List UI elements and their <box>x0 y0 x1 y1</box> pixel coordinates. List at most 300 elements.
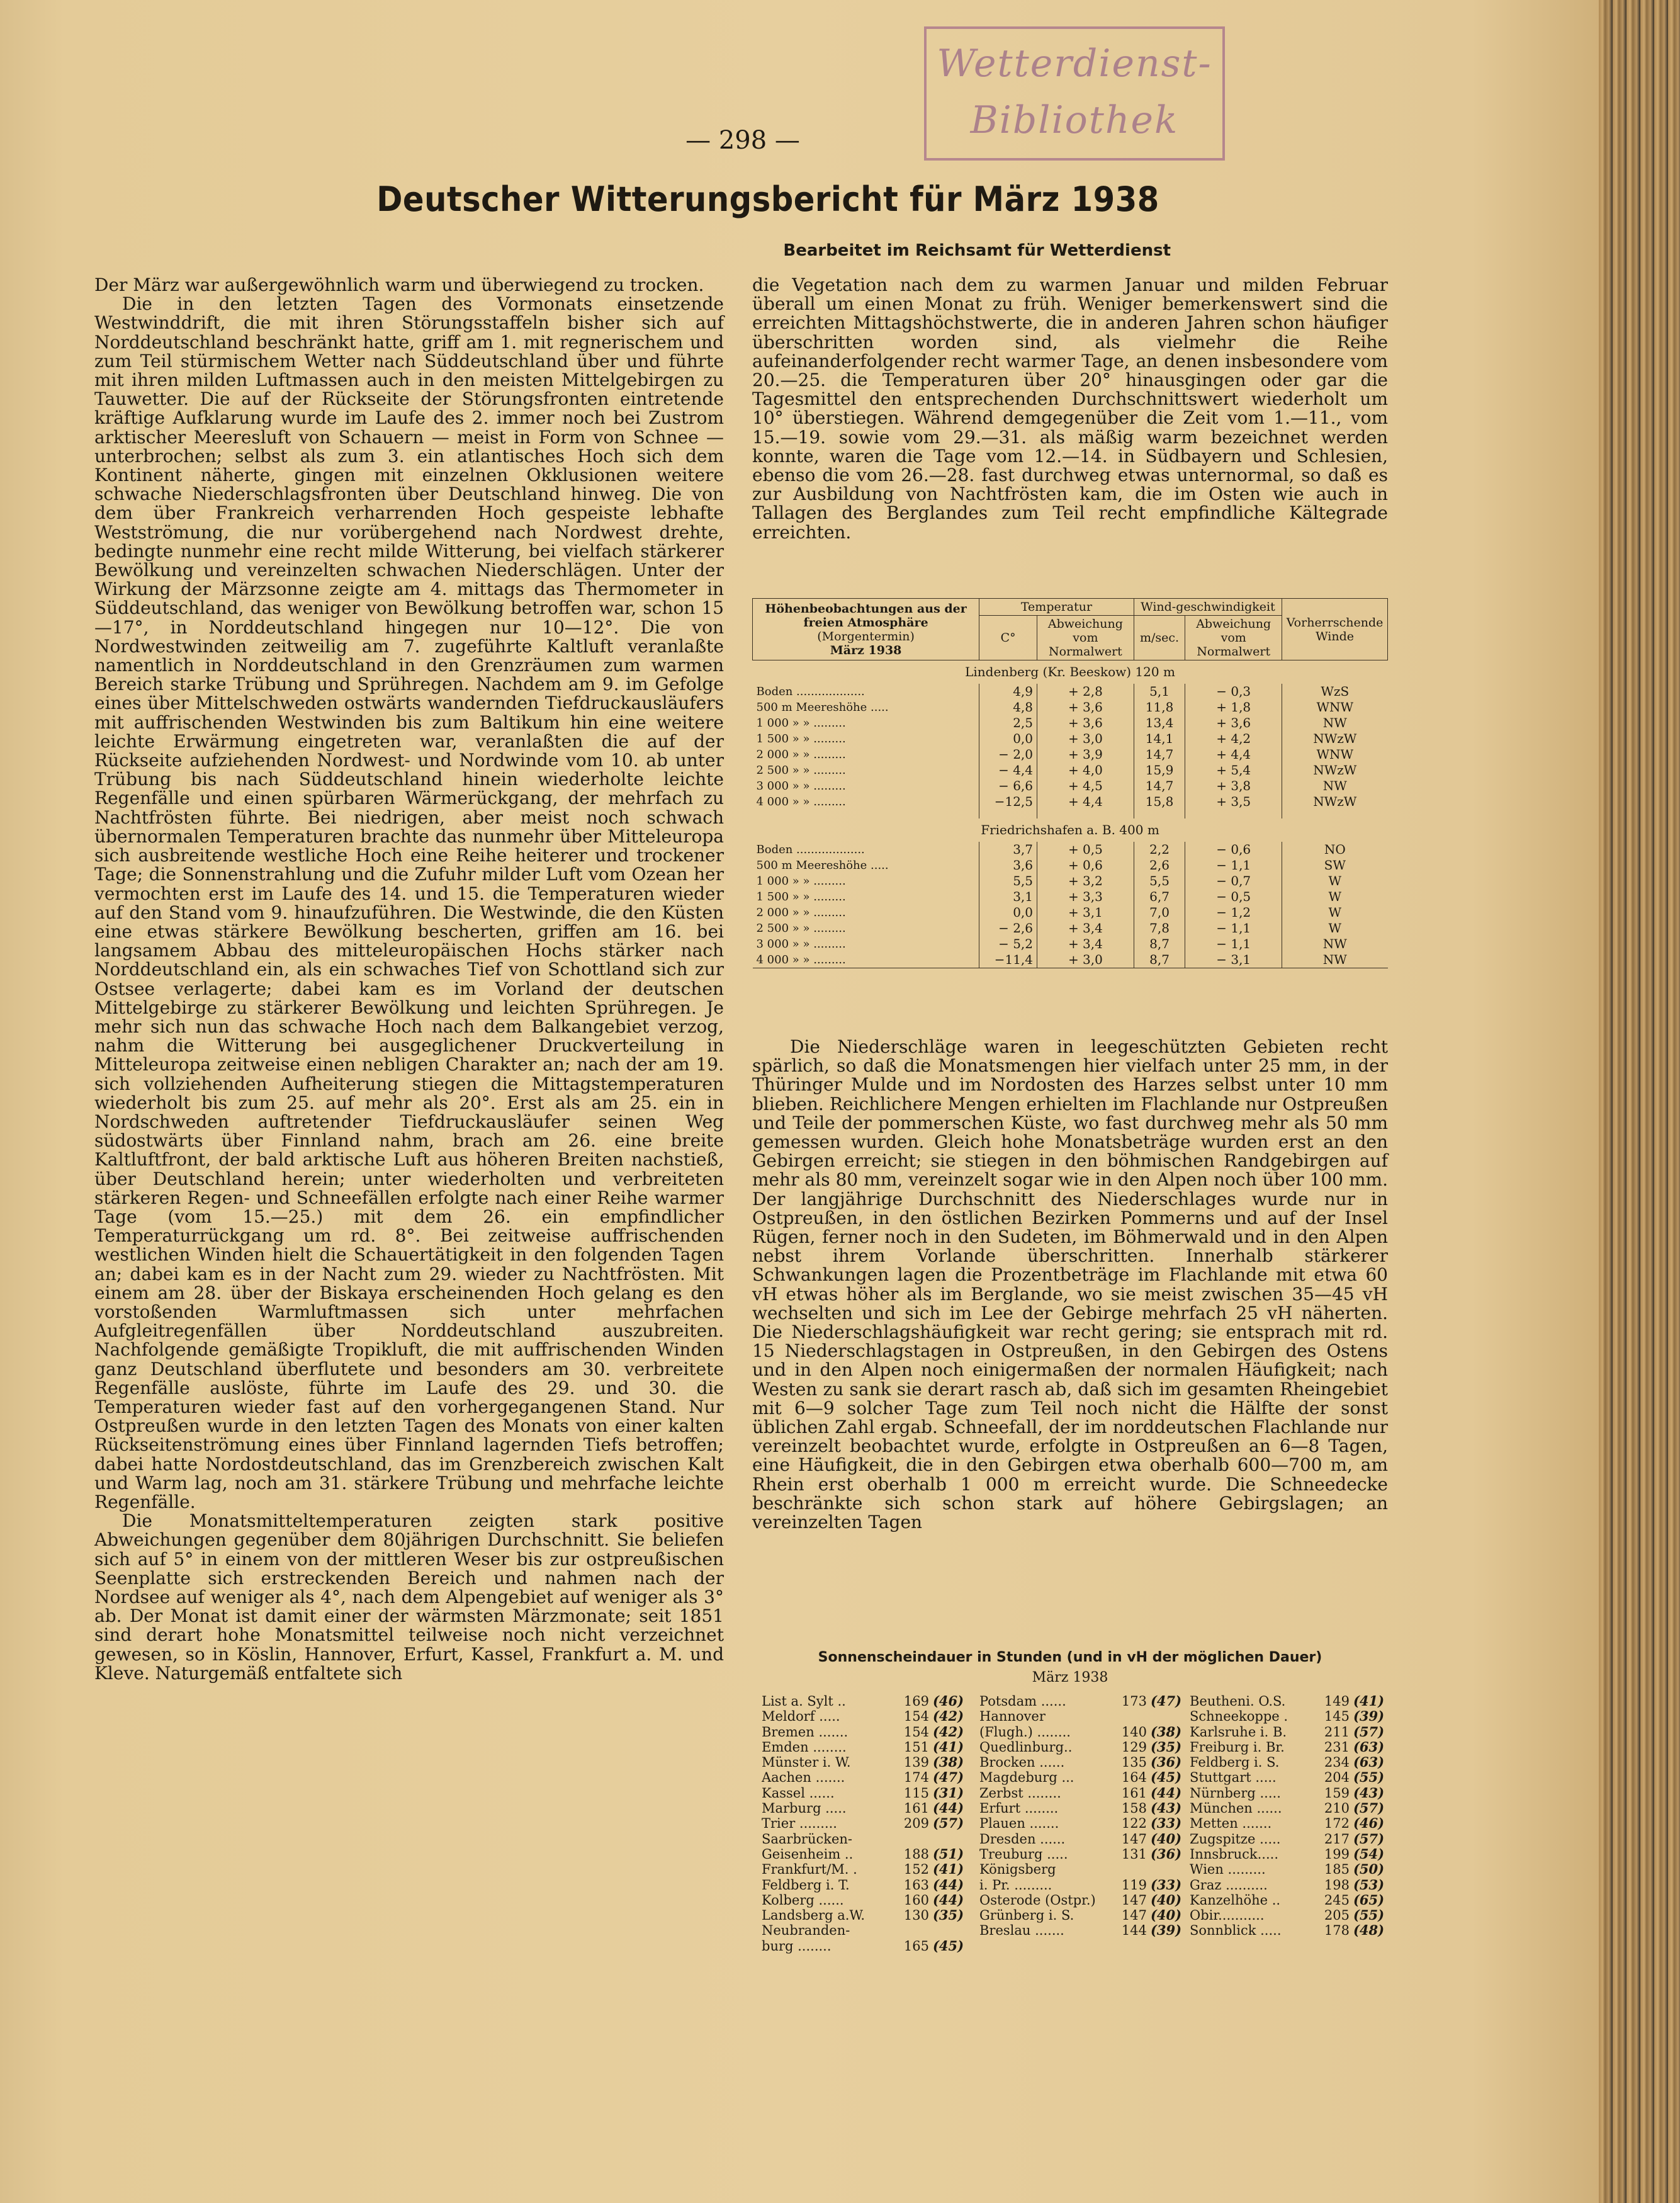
sunshine-name: Erfurt ........ <box>979 1801 1059 1816</box>
sunshine-entry <box>979 1694 1187 1709</box>
sunshine-entry <box>762 1740 969 1755</box>
sunshine-entry <box>1190 1816 1390 1831</box>
sunshine-entry <box>1190 1801 1390 1816</box>
sunshine-h: 231 <box>1324 1739 1350 1755</box>
table-cell-td: + 3,0 <box>1037 952 1134 968</box>
sunshine-entry <box>979 1923 1187 1938</box>
sunshine-entry <box>1190 1755 1390 1770</box>
table-cell-wd: − 3,1 <box>1185 952 1282 968</box>
sunshine-name: Obir........... <box>1190 1908 1265 1923</box>
sunshine-name: Innsbruck..... <box>1190 1846 1278 1862</box>
sunshine-p: (43) <box>1151 1800 1182 1816</box>
sunshine-name: Saarbrücken- <box>762 1831 853 1847</box>
sunshine-entry <box>979 1832 1187 1847</box>
sunshine-p: (50) <box>1353 1861 1385 1877</box>
sunshine-name: Zugspitze ..... <box>1190 1831 1281 1847</box>
sunshine-column-1 <box>762 1694 969 1954</box>
sunshine-h: 188 <box>903 1846 929 1862</box>
table-cell-t: − 6,6 <box>979 778 1037 794</box>
table-cell-w: 5,5 <box>1134 873 1185 889</box>
table-header-wind-ms: m/sec. <box>1134 616 1185 660</box>
table-cell-dir: NWzW <box>1282 731 1388 747</box>
sunshine-name: Potsdam ...... <box>979 1694 1066 1709</box>
sunshine-p: (36) <box>1151 1845 1182 1862</box>
sunshine-name: Kanzelhöhe .. <box>1190 1892 1281 1908</box>
sunshine-entry <box>979 1908 1187 1923</box>
sunshine-name: München ...... <box>1190 1801 1282 1816</box>
sunshine-entry <box>1190 1709 1390 1724</box>
sunshine-entry <box>979 1877 1187 1893</box>
table-cell-w: 13,4 <box>1134 715 1185 731</box>
sunshine-p: (57) <box>1353 1830 1385 1847</box>
table-header-wind: Wind-geschwindigkeit <box>1134 599 1282 616</box>
sunshine-p: (31) <box>933 1784 964 1801</box>
sunshine-h: 144 <box>1121 1923 1147 1939</box>
sunshine-p: (41) <box>933 1861 964 1877</box>
table-cell-t: 0,0 <box>979 905 1037 920</box>
sunshine-name: Grünberg i. S. <box>979 1908 1074 1923</box>
table-cell-level: 4 000 » » ......... <box>756 953 846 966</box>
sunshine-name: Wien ......... <box>1190 1862 1266 1877</box>
table-cell-wd: + 4,2 <box>1185 731 1282 747</box>
sunshine-name: Freiburg i. Br. <box>1190 1739 1285 1755</box>
sunshine-p: (55) <box>1353 1907 1385 1923</box>
sunshine-p: (41) <box>1353 1693 1385 1709</box>
table-cell-dir: W <box>1282 873 1388 889</box>
sunshine-name: Münster i. W. <box>762 1755 851 1770</box>
table-cell-wd: − 1,1 <box>1185 936 1282 952</box>
sunshine-p: (46) <box>1353 1815 1385 1832</box>
sunshine-entry <box>762 1816 969 1831</box>
table-cell-level: 2 000 » » ......... <box>756 748 846 761</box>
sunshine-h: 154 <box>903 1709 929 1724</box>
sunshine-name: Landsberg a.W. <box>762 1908 865 1923</box>
sunshine-h <box>1119 1709 1147 1724</box>
sunshine-p: (38) <box>933 1754 964 1770</box>
sunshine-entry <box>979 1893 1187 1908</box>
sunshine-p: (33) <box>1151 1876 1182 1893</box>
table-cell-wd: + 1,8 <box>1185 699 1282 715</box>
sunshine-name: Plauen ....... <box>979 1816 1059 1832</box>
sunshine-name: Aachen ....... <box>762 1770 845 1786</box>
table-cell-dir: NW <box>1282 715 1388 731</box>
sunshine-p: (48) <box>1353 1922 1385 1939</box>
table-row <box>753 715 1388 731</box>
sunshine-p: (47) <box>933 1769 964 1786</box>
sunshine-name: Neubranden- <box>762 1923 850 1939</box>
table-cell-w: 14,1 <box>1134 731 1185 747</box>
library-stamp <box>924 26 1225 161</box>
table-cell-w: 8,7 <box>1134 936 1185 952</box>
sunshine-p: (57) <box>933 1815 964 1832</box>
table-cell-dir: W <box>1282 905 1388 920</box>
sunshine-p: (44) <box>933 1800 964 1816</box>
sunshine-column-2 <box>979 1694 1187 1939</box>
book-page-edges <box>1599 0 1680 2203</box>
sunshine-name: Osterode (Ostpr.) <box>979 1892 1096 1908</box>
sunshine-name: Quedlinburg.. <box>979 1739 1073 1755</box>
table-row <box>753 889 1388 905</box>
sunshine-p: (44) <box>933 1876 964 1893</box>
sunshine-h: 165 <box>903 1938 929 1954</box>
table-cell-wd: + 3,8 <box>1185 778 1282 794</box>
sunshine-p: (44) <box>933 1891 964 1908</box>
table-cell-w: 14,7 <box>1134 778 1185 794</box>
sunshine-p <box>929 1923 969 1938</box>
table-cell-t: 4,8 <box>979 699 1037 715</box>
sunshine-p: (57) <box>1353 1800 1385 1816</box>
table-row <box>753 684 1388 699</box>
sunshine-p: (45) <box>933 1937 964 1954</box>
sunshine-name: (Flugh.) ........ <box>979 1724 1071 1740</box>
page-title: Deutscher Witterungsbericht für März 1938 <box>376 179 1159 219</box>
stamp-line-2: Bibliothek <box>970 98 1179 142</box>
sunshine-h: 147 <box>1121 1908 1147 1923</box>
sunshine-h: 173 <box>1121 1694 1147 1709</box>
table-row <box>753 778 1388 794</box>
sunshine-h: 151 <box>903 1739 929 1755</box>
table-row <box>753 747 1388 762</box>
table-cell-dir: W <box>1282 889 1388 905</box>
table-cell-wd: − 1,2 <box>1185 905 1282 920</box>
sunshine-h: 172 <box>1324 1816 1350 1832</box>
sunshine-p: (42) <box>933 1723 964 1740</box>
table-cell-level: 2 000 » » ......... <box>756 906 846 919</box>
sunshine-name: Metten ....... <box>1190 1816 1272 1832</box>
sunshine-entry <box>762 1939 969 1954</box>
table-cell-td: + 0,6 <box>1037 858 1134 873</box>
sunshine-h: 160 <box>903 1892 929 1908</box>
paragraph: die Vegetation nach dem zu warmen Januar und milden Februar überall um einen Monat zu früh. Weniger bemerkenswert sind die erreichten Mittagshöchstwerte, die in anderen Jahren schon häufiger überschritten worden sind, als vielmehr die Reihe aufeinanderfolgender recht warmer Tage, an denen insbesondere vom 20.—25. die Temperaturen über 20° hinausgingen oder gar die Tagesmittel den entsprechenden Durchschnittswert wiederholt um 10° überstiegen. Während demgegenüber die Zeit vom 1.—11., vom 15.—19. sowie vom 29.—31. als mäßig warm bezeichnet werden konnte, waren die Tage vom 12.—14. in Südbayern und Schlesien, ebenso die vom 26.—28. fast durchweg etwas unternormal, so daß es zur Ausbildung von Nachtfrösten kam, die im Osten wie auch in Tallagen des Berglandes zum Teil recht empfindliche Kältegrade erreichten. <box>752 275 1388 543</box>
page-number: — 298 — <box>685 126 800 155</box>
table-cell-wd: − 0,3 <box>1185 684 1282 699</box>
table-cell-w: 2,2 <box>1134 842 1185 858</box>
sunshine-entry <box>762 1694 969 1709</box>
table-cell-wd: + 4,4 <box>1185 747 1282 762</box>
table-cell-wd: − 0,7 <box>1185 873 1282 889</box>
sunshine-name: Graz .......... <box>1190 1877 1268 1893</box>
table-cell-w: 14,7 <box>1134 747 1185 762</box>
sunshine-h: 131 <box>1121 1846 1147 1862</box>
table-cell-dir: NW <box>1282 936 1388 952</box>
table-cell-dir: NWzW <box>1282 794 1388 810</box>
table-cell-w: 15,9 <box>1134 762 1185 778</box>
sunshine-name: Treuburg ..... <box>979 1846 1068 1862</box>
table-cell-td: + 3,4 <box>1037 936 1134 952</box>
sunshine-p: (55) <box>1353 1769 1385 1786</box>
table-cell-dir: NW <box>1282 778 1388 794</box>
table-cell-t: 3,6 <box>979 858 1037 873</box>
table-cell-t: 0,0 <box>979 731 1037 747</box>
station-name: Friedrichshafen a. B. 400 m <box>981 822 1159 837</box>
table-cell-w: 11,8 <box>1134 699 1185 715</box>
table-cell-wd: + 5,4 <box>1185 762 1282 778</box>
sunshine-h: 163 <box>903 1877 929 1893</box>
sunshine-entry <box>1190 1724 1390 1740</box>
table-row <box>753 842 1388 858</box>
sunshine-name: Brocken ...... <box>979 1755 1065 1770</box>
table-cell-dir: SW <box>1282 858 1388 873</box>
sunshine-h: 159 <box>1324 1785 1350 1801</box>
sunshine-p <box>929 1832 969 1847</box>
sunshine-entry <box>979 1786 1187 1801</box>
table-header-wind-dev: Abweichung vom Normalwert <box>1185 616 1282 660</box>
table-header-prevailing: Vorherrschende Winde <box>1282 599 1388 660</box>
paragraph: Die Niederschläge waren in leegeschützten Gebieten recht spärlich, so daß die Monatsmengen hier vielfach unter 25 mm, in der Thüringer Mulde und im Nordosten des Harzes selbst unter 10 mm blieben. Reichlichere Mengen erhielten im Flachlande nur Ostpreußen und Teile der pommerschen Küste, wo fast durchweg mehr als 50 mm gemessen wurden. Gleich hohe Monatsbeträge wurden erst an den Gebirgen erreicht; sie stiegen in den böhmischen Randgebirgen auf mehr als 80 mm, vereinzelt sogar wie in den Alpen noch über 100 mm. Der langjährige Durchschnitt des Niederschlages wurde nur in Ostpreußen, in den östlichen Bezirken Pommerns und auf der Insel Rügen, ferner noch in den Sudeten, im Böhmerwald und in den Alpen nebst ihrem Vorlande überschritten. Innerhalb stärkerer Schwankungen lagen die Prozentbeträge im Flachlande mit etwa 60 vH etwas höher als im Berglande, wo sie meist zwischen 35—45 vH wechselten und sich im Lee der Gebirge mehrfach 25 vH näherten. Die Niederschlagshäufigkeit war recht gering; sie entsprach mit rd. 15 Niederschlagstagen in Ostpreußen, in den Gebirgen des Ostens und in den Alpen noch einigermaßen der normalen Häufigkeit; nach Westen zu sank sie derart rasch ab, daß sich im gesamten Rheingebiet mit 6—9 solcher Tage zum Teil noch nicht die Hälfte der sonst üblichen Zahl ergab. Schneefall, der im norddeutschen Flachlande nur vereinzelt beobachtet wurde, erfolgte in Ostpreußen an 6—8 Tagen, eine Häufigkeit, die in den Gebirgen etwa oberhalb 600—700 m, am Rhein erst oberhalb 1 000 m erreicht wurde. Die Schneedecke beschränkte sich schon stark auf höhere Gebirgslagen; an vereinzelten Tagen <box>752 1036 1388 1533</box>
table-row <box>753 731 1388 747</box>
sunshine-name: i. Pr. ......... <box>979 1877 1052 1893</box>
table-cell-td: + 3,6 <box>1037 699 1134 715</box>
sunshine-h: 199 <box>1324 1846 1350 1862</box>
table-cell-t: − 4,4 <box>979 762 1037 778</box>
sunshine-name: Marburg ..... <box>762 1801 847 1816</box>
sunshine-p: (40) <box>1151 1891 1182 1908</box>
table-cell-w: 6,7 <box>1134 889 1185 905</box>
sunshine-h: 130 <box>903 1908 929 1923</box>
sunshine-h: 154 <box>903 1724 929 1740</box>
sunshine-entry <box>1190 1740 1390 1755</box>
table-row <box>753 873 1388 889</box>
sunshine-entry <box>762 1847 969 1862</box>
table-cell-level: 3 000 » » ......... <box>756 937 846 951</box>
table-cell-level: Boden ................... <box>756 843 865 856</box>
sunshine-entry <box>762 1770 969 1785</box>
sunshine-h: 158 <box>1121 1801 1147 1816</box>
sunshine-name: Karlsruhe i. B. <box>1190 1724 1287 1740</box>
sunshine-p: (54) <box>1353 1845 1385 1862</box>
table-cell-wd: − 1,1 <box>1185 858 1282 873</box>
table-cell-t: 3,7 <box>979 842 1037 858</box>
sunshine-name: Beutheni. O.S. <box>1190 1694 1286 1709</box>
sunshine-p: (38) <box>1151 1723 1182 1740</box>
table-cell-t: − 2,6 <box>979 920 1037 936</box>
table-header-temperature: Temperatur <box>979 599 1134 616</box>
right-column-top <box>752 276 1388 542</box>
sunshine-p: (42) <box>933 1708 964 1724</box>
sunshine-p <box>1147 1862 1187 1877</box>
table-row <box>753 905 1388 920</box>
table-cell-wd: + 3,5 <box>1185 794 1282 810</box>
sunshine-name: Frankfurt/M. . <box>762 1862 857 1877</box>
sunshine-entry <box>979 1724 1187 1740</box>
sunshine-h: 161 <box>1121 1785 1147 1801</box>
sunshine-h: 169 <box>903 1694 929 1709</box>
table-cell-td: + 3,6 <box>1037 715 1134 731</box>
table-row <box>753 936 1388 952</box>
sunshine-h <box>901 1923 929 1938</box>
table-cell-level: 2 500 » » ......... <box>756 922 846 935</box>
table-cell-dir: NWzW <box>1282 762 1388 778</box>
sunshine-name: List a. Sylt .. <box>762 1694 846 1709</box>
table-row <box>753 762 1388 778</box>
table-cell-dir: WNW <box>1282 747 1388 762</box>
table-cell-t: 4,9 <box>979 684 1037 699</box>
left-column <box>94 276 724 1683</box>
sunshine-p: (63) <box>1353 1754 1385 1770</box>
sunshine-h: 174 <box>903 1770 929 1786</box>
table-cell-t: −12,5 <box>979 794 1037 810</box>
sunshine-h: 211 <box>1324 1724 1350 1740</box>
table-cell-td: + 4,4 <box>1037 794 1134 810</box>
sunshine-subtitle: März 1938 <box>1032 1670 1108 1685</box>
paragraph: Die in den letzten Tagen des Vormonats einsetzende Westwinddrift, die mit ihren Störungsstaffeln bisher sich auf Norddeutschland beschränkt hatte, griff am 1. mit regnerischem und zum Teil stürmischem Wetter nach Süddeutschland über und führte mit ihren milden Luftmassen auch in den meisten Mittelgebirgen zu Tauwetter. Die auf der Rückseite der Störungsfronten eintretende kräftige Aufklarung wurde im Laufe des 2. immer noch bei Zustrom arktischer Meeresluft von Schauern — meist in Form von Schnee — unterbrochen; selbst als zum 3. ein atlantisches Hoch sich dem Kontinent näherte, gingen mit einzelnen Okklusionen weitere schwache Niederschlagsfronten über Deutschland hinweg. Die von dem über Frankreich verharrenden Hoch gespeiste lebhafte Westströmung, die nur vorübergehend nach Nordwest drehte, bedingte nunmehr eine recht milde Witterung, bei vielfach stärkerer Bewölkung und vereinzelten schwachen Niederschlägen. Unter der Wirkung der Märzsonne zeigte am 4. mittags das Thermometer in Süddeutschland, das weniger von Bewölkung betroffen war, schon 15—17°, in Norddeutschland hingegen nur 10—12°. Die von Nordwestwinden zeitweilig am 7. zugeführte Kaltluft veranlaßte namentlich in Norddeutschland in den Grenzräumen zum warmen Bereich starke Trübung und Sprühregen. Nachdem am 9. im Gefolge eines über Mittelschweden ostwärts wandernden Tiefdruckausläufers mit auffrischenden Westwinden bis zum Baltikum hin eine weitere leichte Erwärmung eingetreten war, veranlaßten die auf der Rückseite aufziehenden Nordwest- und Nordwinde vom 10. ab unter Trübung bis nach Süddeutschland hinein wiederholte leichte Regenfälle und einen spürbaren Wärmerückgang, der mehrfach zu Nachtfrösten führte. Bei niedrigen, aber meist noch schwach übernormalen Temperaturen brachte das nunmehr über Mitteleuropa sich ausbreitende westliche Hoch eine Reihe heiterer und trockener Tage; die Sonnenstrahlung und die Zufuhr milder Luft vom Ozean her vermochten erst im Laufe des 14. und 15. die Temperaturen wieder auf den Stand vom 9. hinaufzuführen. Die Westwinde, die den Küsten eine etwas stärkere Bewölkung bescherten, griffen am 16. bei langsamem Abbau des mitteleuropäischen Hochs stärker nach Norddeutschland ein, als ein schwaches Tief von Schottland sich zur Ostsee verlagerte; dabei kam es im Vorland der deutschen Mittelgebirge zu stärkerer Bewölkung und leichten Sprühregen. Je mehr sich nun das schwache Hoch nach dem Balkangebiet verzog, nahm die Witterung bei ausgeglichener Druckverteilung in Mitteleuropa zeitweise einen nebligen Charakter an; nach der am 19. sich vollziehenden Aufheiterung stiegen die Mittagstemperaturen wiederholt bis zum 25. auf mehr als 20°. Erst als am 25. ein in Nordschweden auftretender Tiefdruckausläufer seinen Weg südostwärts über Finnland nahm, brach am 26. eine breite Kaltluftfront, der bald arktische Luft aus höheren Breiten nachstieß, über Deutschland herein; unter wiederholten und verbreiteten stärkeren Regen- und Schneefällen erfolgte nach einer Reihe warmer Tage (vom 15.—25.) mit dem 26. ein empfindlicher Temperaturrückgang um rd. 8°. Bei zeitweise auffrischenden westlichen Winden hielt die Schauertätigkeit in den folgenden Tagen an; dabei kam es in der Nacht zum 29. wieder zu Nachtfrösten. Mit einem am 28. über der Biskaya erscheinenden Hoch gelang es den vorstoßenden Warmluftmassen sich unter mehrfachen Aufgleitregenfällen über Norddeutschland auszubreiten. Nachfolgende gemäßigte Tropikluft, die mit auffrischenden Winden ganz Deutschland überflutete und besonders am 30. verbreitete Regenfälle auslöste, führte im Laufe des 29. und 30. die Temperaturen wieder fast auf den vorhergegangenen Stand. Nur Ostpreußen wurde in den letzten Tagen des Monats von einer kalten Rückseitenströmung eines über Finnland lagernden Tiefs betroffen; dabei hatte Nordostdeutschland, das im Grenzbereich zwischen Kalt und Warm lag, noch am 31. stärkere Trübung und mehrfache leichte Regenfälle. <box>94 293 724 1512</box>
table-header-temp-c: C° <box>979 616 1037 660</box>
sunshine-p: (44) <box>1151 1784 1182 1801</box>
upper-air-table <box>752 598 1388 968</box>
sunshine-name: Meldorf ..... <box>762 1709 840 1724</box>
sunshine-h: 178 <box>1324 1923 1350 1939</box>
sunshine-h: 147 <box>1121 1892 1147 1908</box>
sunshine-p: (53) <box>1353 1876 1385 1893</box>
sunshine-h: 210 <box>1324 1801 1350 1816</box>
station-row <box>753 818 1388 842</box>
sunshine-h: 205 <box>1324 1908 1350 1923</box>
sunshine-p: (63) <box>1353 1738 1385 1755</box>
sunshine-h: 164 <box>1121 1770 1147 1786</box>
sunshine-h: 147 <box>1121 1831 1147 1847</box>
sunshine-name: Hannover <box>979 1709 1046 1724</box>
sunshine-entry <box>979 1862 1187 1877</box>
table-cell-t: 2,5 <box>979 715 1037 731</box>
sunshine-entry <box>762 1709 969 1724</box>
sunshine-name: Nürnberg ..... <box>1190 1785 1281 1801</box>
sunshine-p: (35) <box>1151 1738 1182 1755</box>
sunshine-name: Zerbst ........ <box>979 1785 1061 1801</box>
table-cell-dir: NO <box>1282 842 1388 858</box>
table-cell-level: 4 000 » » ......... <box>756 795 846 808</box>
table-row <box>753 952 1388 968</box>
sunshine-h: 115 <box>903 1785 929 1801</box>
sunshine-name: Trier ......... <box>762 1816 837 1832</box>
sunshine-h <box>901 1832 929 1847</box>
sunshine-h: 145 <box>1324 1709 1350 1724</box>
sunshine-h: 152 <box>903 1862 929 1877</box>
sunshine-column-3 <box>1190 1694 1390 1939</box>
sunshine-name: Emden ........ <box>762 1739 847 1755</box>
sunshine-entry <box>1190 1832 1390 1847</box>
sunshine-entry <box>979 1740 1187 1755</box>
station-row <box>753 660 1388 684</box>
table-cell-w: 7,8 <box>1134 920 1185 936</box>
sunshine-h: 119 <box>1121 1877 1147 1893</box>
sunshine-entry <box>762 1832 969 1847</box>
sunshine-h: 161 <box>903 1801 929 1816</box>
sunshine-entry <box>1190 1770 1390 1785</box>
sunshine-p: (33) <box>1151 1815 1182 1832</box>
sunshine-name: Dresden ...... <box>979 1831 1066 1847</box>
table-cell-td: + 4,5 <box>1037 778 1134 794</box>
sunshine-entry <box>1190 1923 1390 1938</box>
sunshine-entry <box>979 1816 1187 1831</box>
table-header-observations: Höhenbeobachtungen aus der freien Atmosphäre (Morgentermin) März 1938 <box>753 599 979 660</box>
sunshine-h: 185 <box>1324 1862 1350 1877</box>
sunshine-entry <box>979 1847 1187 1862</box>
paragraph: Der März war außergewöhnlich warm und überwiegend zu trocken. <box>94 275 704 295</box>
sunshine-entry <box>1190 1908 1390 1923</box>
table-cell-td: + 0,5 <box>1037 842 1134 858</box>
table-cell-level: 500 m Meereshöhe ..... <box>756 701 889 714</box>
table-cell-w: 5,1 <box>1134 684 1185 699</box>
sunshine-p: (36) <box>1151 1754 1182 1770</box>
sunshine-p: (40) <box>1151 1830 1182 1847</box>
table-row <box>753 858 1388 873</box>
right-column-mid <box>752 1038 1388 1532</box>
sunshine-h: 140 <box>1121 1724 1147 1740</box>
table-row <box>753 794 1388 810</box>
sunshine-entry <box>762 1908 969 1923</box>
table-cell-t: −11,4 <box>979 952 1037 968</box>
sunshine-entry <box>762 1923 969 1938</box>
sunshine-p: (39) <box>1151 1922 1182 1939</box>
table-cell-dir: WNW <box>1282 699 1388 715</box>
sunshine-h: 135 <box>1121 1755 1147 1770</box>
table-cell-level: 2 500 » » ......... <box>756 764 846 777</box>
table-cell-td: + 3,1 <box>1037 905 1134 920</box>
paragraph: Die Monatsmitteltemperaturen zeigten stark positive Abweichungen gegenüber dem 80jährigen Durchschnitt. Sie beliefen sich auf 5° in einem von der mittleren Weser bis zur ostpreußischen Seenplatte sich erstreckenden Bereich und nahmen nach der Nordsee auf weniger als 4°, nach dem Alpengebiet auf weniger als 3° ab. Der Monat ist damit einer der wärmsten Märzmonate; seit 1851 sind derart hohe Monatsmittel teilweise noch nicht verzeichnet gewesen, so in Köslin, Hannover, Erfurt, Kassel, Frankfurt a. M. und Kleve. Naturgemäß entfaltete sich <box>94 1510 724 1684</box>
sunshine-entry <box>762 1786 969 1801</box>
table-cell-wd: − 0,5 <box>1185 889 1282 905</box>
table-cell-td: + 3,4 <box>1037 920 1134 936</box>
table-cell-dir: W <box>1282 920 1388 936</box>
sunshine-entry <box>762 1724 969 1740</box>
table-cell-t: 3,1 <box>979 889 1037 905</box>
sunshine-name: Kolberg ...... <box>762 1892 844 1908</box>
sunshine-entry <box>1190 1893 1390 1908</box>
sunshine-p: (45) <box>1151 1769 1182 1786</box>
sunshine-p: (46) <box>933 1693 964 1709</box>
table-cell-t: − 2,0 <box>979 747 1037 762</box>
sunshine-p: (41) <box>933 1738 964 1755</box>
table-cell-level: 1 500 » » ......... <box>756 890 846 903</box>
sunshine-name: Kassel ...... <box>762 1785 835 1801</box>
sunshine-p: (65) <box>1353 1891 1385 1908</box>
table-cell-wd: − 1,1 <box>1185 920 1282 936</box>
table-gap <box>753 810 1388 818</box>
sunshine-entry <box>1190 1694 1390 1709</box>
table-header-temp-dev: Abweichung vom Normalwert <box>1037 616 1134 660</box>
table-cell-td: + 2,8 <box>1037 684 1134 699</box>
table-cell-w: 7,0 <box>1134 905 1185 920</box>
sunshine-entry <box>1190 1877 1390 1893</box>
sunshine-entry <box>762 1801 969 1816</box>
sunshine-h: 234 <box>1324 1755 1350 1770</box>
table-cell-dir: NW <box>1282 952 1388 968</box>
sunshine-name: Bremen ....... <box>762 1724 848 1740</box>
station-name: Lindenberg (Kr. Beeskow) 120 m <box>965 664 1175 679</box>
sunshine-p <box>1147 1709 1187 1724</box>
table-cell-level: Boden ................... <box>756 685 865 698</box>
table-cell-wd: + 3,6 <box>1185 715 1282 731</box>
sunshine-p: (47) <box>1151 1693 1182 1709</box>
table-cell-td: + 3,0 <box>1037 731 1134 747</box>
sunshine-h: 149 <box>1324 1694 1350 1709</box>
sunshine-entry <box>762 1755 969 1770</box>
sunshine-name: burg ........ <box>762 1938 832 1954</box>
sunshine-entry <box>1190 1847 1390 1862</box>
sunshine-h: 245 <box>1324 1892 1350 1908</box>
sunshine-name: Stuttgart ..... <box>1190 1770 1277 1786</box>
table-body <box>753 660 1388 968</box>
sunshine-h: 217 <box>1324 1831 1350 1847</box>
sunshine-name: Feldberg i. S. <box>1190 1755 1280 1770</box>
table-cell-level: 500 m Meereshöhe ..... <box>756 859 889 872</box>
sunshine-h: 122 <box>1121 1816 1147 1832</box>
sunshine-name: Feldberg i. T. <box>762 1877 850 1893</box>
sunshine-p: (51) <box>933 1845 964 1862</box>
table-cell-td: + 3,3 <box>1037 889 1134 905</box>
stamp-line-1: Wetterdienst- <box>937 42 1212 86</box>
sunshine-p: (43) <box>1353 1784 1385 1801</box>
